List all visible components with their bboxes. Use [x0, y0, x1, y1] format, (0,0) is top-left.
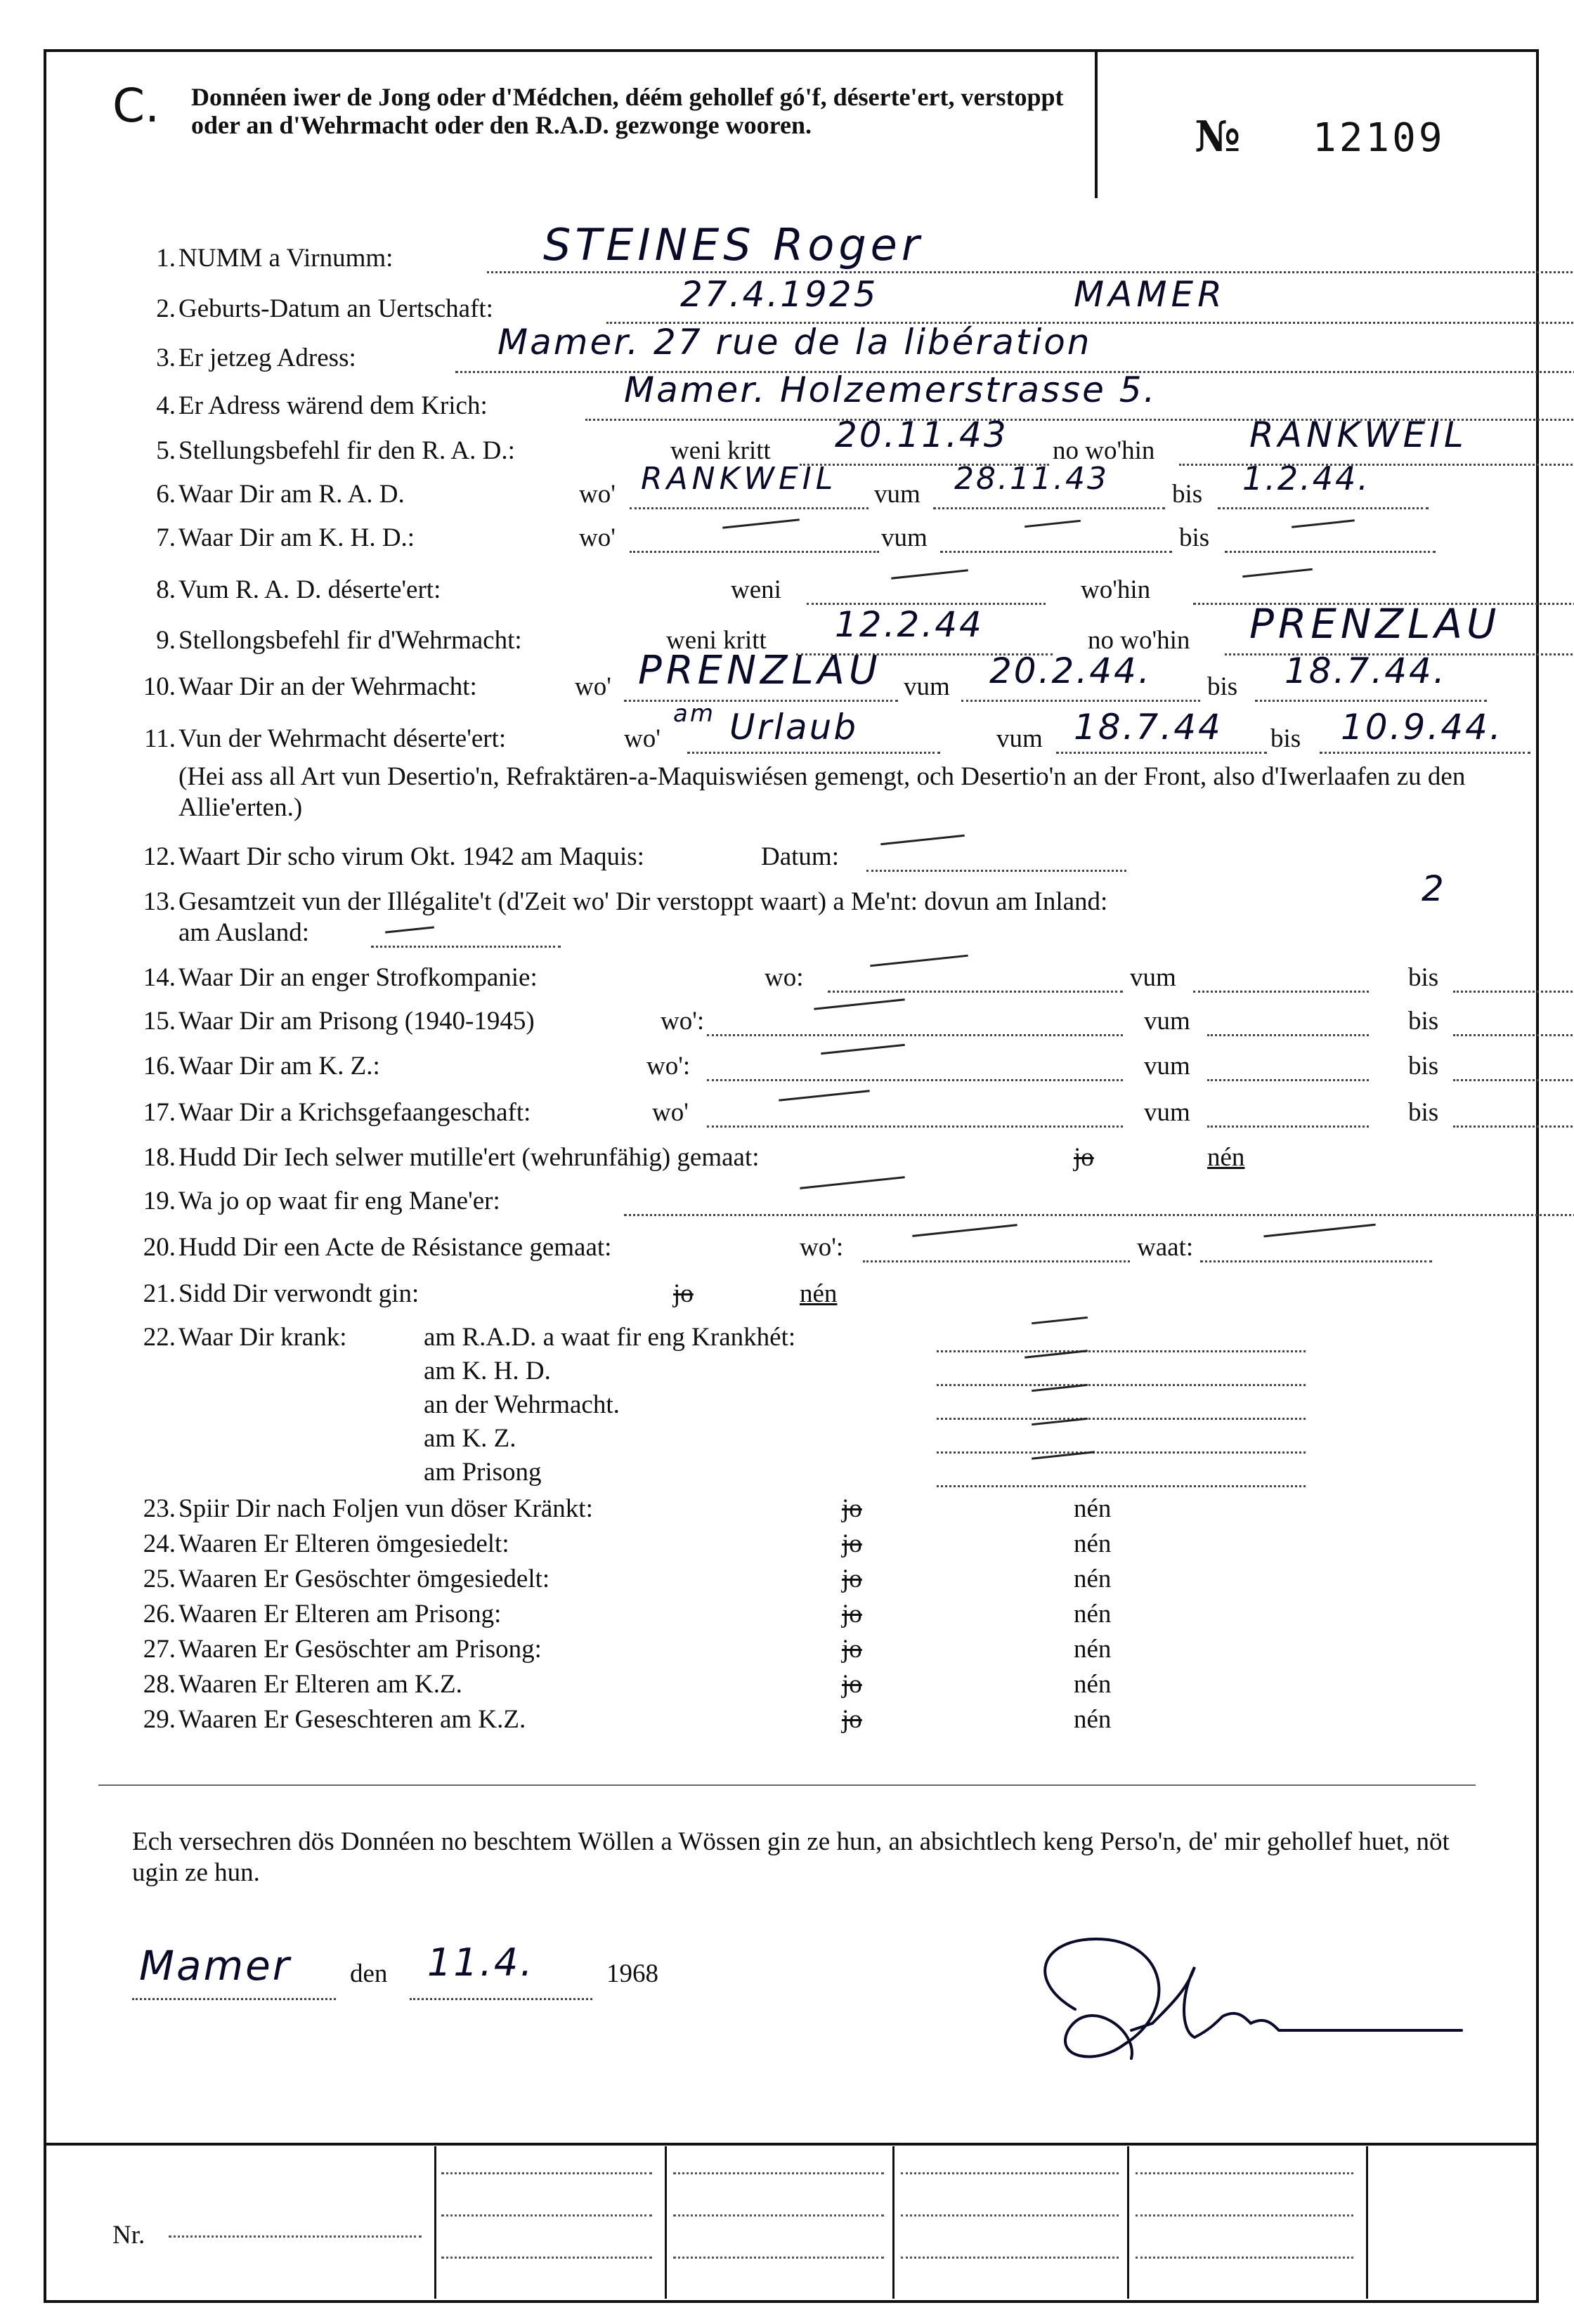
row-16 — [132, 1051, 1481, 1090]
row-number: 29. — [143, 1705, 176, 1734]
label-bis: bis — [1408, 1052, 1439, 1081]
signature-place: Mamer — [139, 1942, 292, 1990]
label-bis: bis — [1408, 1098, 1439, 1127]
desertion-place: Urlaub — [729, 707, 859, 748]
label-no-wohin: no wo'hin — [1088, 626, 1190, 655]
row-label: Wa jo op waat fir eng Mane'er: — [178, 1187, 500, 1215]
cell-fill-line — [901, 2171, 1119, 2174]
fill-line — [1200, 1238, 1432, 1262]
wehrmacht-from: 20.2.44. — [989, 651, 1152, 691]
label-den: den — [350, 1959, 388, 1988]
rad-from: 28.11.43 — [954, 461, 1109, 497]
row-20 — [132, 1232, 1481, 1272]
fill-line — [937, 1328, 1306, 1352]
wehrmacht-to: 18.7.44. — [1284, 651, 1447, 691]
signature-year: 1968 — [606, 1959, 658, 1988]
row-number: 1. — [156, 244, 176, 273]
row-number: 25. — [143, 1565, 176, 1593]
row-label: Waaren Er Elteren am Prisong: — [178, 1600, 502, 1628]
row-label: Waar Dir am Prisong (1940-1945) — [178, 1007, 535, 1036]
row-label: Vum R. A. D. déserte'ert: — [178, 575, 441, 604]
cell-fill-line — [673, 2255, 884, 2259]
row-26 — [132, 1599, 1481, 1638]
label-vum: vum — [1144, 1052, 1190, 1081]
answer-no: nén — [1074, 1670, 1112, 1699]
rad-order-place: RANKWEIL — [1249, 414, 1468, 455]
war-address-value: Mamer. Holzemerstrasse 5. — [624, 370, 1157, 410]
label-am-prisong: am Prisong — [424, 1458, 542, 1487]
label-vum: vum — [881, 523, 928, 552]
birth-date-value: 27.4.1925 — [680, 274, 878, 315]
answer-no: nén — [800, 1279, 838, 1308]
label-vum: vum — [1130, 963, 1176, 992]
row-label: Waar Dir krank: — [178, 1323, 347, 1352]
row-label: Hudd Dir een Acte de Résistance gemaat: — [178, 1233, 612, 1262]
cell-divider — [434, 2146, 436, 2299]
inland-value: 2 — [1422, 868, 1446, 909]
fill-line — [1453, 968, 1574, 993]
cell-fill-line — [441, 2213, 652, 2217]
row-label: Waar Dir a Krichsgefaangeschaft: — [178, 1098, 531, 1127]
row-label: Geburts-Datum an Uertschaft: — [178, 294, 493, 323]
row-label: Hudd Dir Iech selwer mutille'ert (wehrunfähig) gemaat: — [178, 1143, 760, 1172]
number-symbol: № — [1195, 112, 1241, 162]
row-18 — [132, 1142, 1481, 1182]
label-vum: vum — [1144, 1007, 1190, 1036]
row-25 — [132, 1564, 1481, 1603]
fill-line — [807, 580, 1046, 605]
row-note: (Hei ass all Art vun Desertio'n, Refraktären-a-Maquiswiésen gemengt, och Desertio'n an der Front, also d'Iwerlaafen zu den Allie'erten.) — [178, 762, 1466, 822]
row-label: Waaren Er Geseschteren am K.Z. — [178, 1705, 526, 1734]
row-label: Stellungsbefehl fir den R. A. D.: — [178, 436, 515, 465]
fill-line — [1193, 968, 1369, 993]
row-number: 22. — [143, 1323, 176, 1352]
fill-line — [937, 1395, 1306, 1420]
row-10 — [132, 648, 1481, 711]
row-number: 8. — [156, 575, 176, 604]
row-number: 6. — [156, 480, 176, 509]
row-label: Sidd Dir verwondt gin: — [178, 1279, 419, 1308]
label-wo: wo' — [579, 480, 616, 509]
row-number: 7. — [156, 523, 176, 552]
row-number: 9. — [156, 626, 176, 655]
cell-divider — [665, 2146, 667, 2299]
label-wo: wo': — [661, 1007, 705, 1036]
answer-yes: jo — [842, 1600, 862, 1628]
row-23 — [132, 1494, 1481, 1533]
row-number: 12. — [143, 842, 176, 871]
label-bis: bis — [1270, 724, 1301, 753]
label-am-kz: am K. Z. — [424, 1424, 516, 1453]
label-bis: bis — [1172, 480, 1203, 509]
form-number: 12109 — [1313, 115, 1445, 161]
section-letter: C. — [112, 79, 160, 133]
value-am: am — [673, 700, 715, 728]
signature-date: 11.4. — [427, 1940, 535, 1985]
row-number: 24. — [143, 1529, 176, 1558]
row-number: 26. — [143, 1600, 176, 1628]
label-an-der-wehrmacht: an der Wehrmacht. — [424, 1390, 620, 1419]
fill-line — [630, 528, 879, 553]
row-13 — [132, 868, 1481, 957]
row-6 — [132, 459, 1481, 518]
fill-line — [707, 1012, 1123, 1036]
desertion-to: 10.9.44. — [1341, 707, 1503, 748]
name-value: STEINES Roger — [543, 219, 924, 270]
label-wo: wo' — [579, 523, 616, 552]
label-wo: wo' — [652, 1098, 689, 1127]
cell-fill-line — [901, 2213, 1119, 2217]
cell-fill-line — [441, 2255, 652, 2259]
cell-divider — [892, 2146, 895, 2299]
label-bis: bis — [1207, 672, 1238, 701]
fill-line — [707, 1103, 1123, 1128]
answer-no: nén — [1074, 1565, 1112, 1593]
answer-no: nén — [1207, 1143, 1245, 1172]
fill-line — [1207, 1012, 1369, 1036]
row-19 — [132, 1186, 1481, 1225]
label-no-wohin: no wo'hin — [1053, 436, 1155, 465]
row-number: 4. — [156, 391, 176, 420]
row-number: 21. — [143, 1279, 176, 1308]
row-label: NUMM a Virnumm: — [178, 244, 393, 273]
signature-date-line — [132, 1940, 835, 2002]
fill-line — [863, 1238, 1130, 1262]
row-label: Er jetzeg Adress: — [178, 344, 356, 372]
row-15 — [132, 1006, 1481, 1045]
birth-place-value: MAMER — [1074, 274, 1226, 315]
answer-no: nén — [1074, 1529, 1112, 1558]
wehrmacht-order-date: 12.2.44 — [835, 604, 984, 645]
row-number: 2. — [156, 294, 176, 323]
fill-line — [937, 1463, 1306, 1487]
fill-line — [828, 968, 1123, 993]
label-wo: wo' — [575, 672, 611, 701]
wehrmacht-place: PRENZLAU — [638, 648, 882, 693]
answer-yes: jo — [842, 1565, 862, 1593]
cell-fill-line — [1136, 2171, 1353, 2174]
row-label: Waar Dir an enger Strofkompanie: — [178, 963, 538, 992]
label-weni-kritt: weni kritt — [666, 626, 767, 655]
label-bis: bis — [1179, 523, 1210, 552]
cell-fill-line — [673, 2213, 884, 2217]
fill-line — [1225, 528, 1436, 553]
row-label: Waart Dir scho virum Okt. 1942 am Maquis: — [178, 842, 644, 871]
fill-line — [1453, 1012, 1574, 1036]
label-vum: vum — [874, 480, 921, 509]
label-wo: wo': — [646, 1052, 691, 1081]
row-number: 14. — [143, 963, 176, 992]
label-am-rad: am R.A.D. a waat fir eng Krankhét: — [424, 1323, 796, 1352]
answer-no: nén — [1074, 1635, 1112, 1664]
row-number: 11. — [144, 724, 176, 753]
rad-to: 1.2.44. — [1242, 459, 1370, 497]
rad-order-date: 20.11.43 — [835, 414, 1008, 455]
answer-yes: jo — [842, 1670, 862, 1699]
section-intro: Donnéen iwer de Jong oder d'Médchen, déém gehollef gó'f, déserte'ert, verstoppt oder an d'Wehrmacht oder den R.A.D. gezwonge wooren. — [191, 83, 1064, 139]
row-11 — [132, 700, 1503, 829]
label-bis: bis — [1408, 963, 1439, 992]
label-datum: Datum: — [761, 842, 839, 871]
declaration-text: Ech versechren dös Donnéen no beschtem Wöllen a Wössen gin ze hun, an absichtlech keng Perso'n, de' mir gehollef huet, nöt ugin ze hun. — [132, 1827, 1450, 1887]
fill-line — [1453, 1057, 1574, 1081]
row-number: 17. — [143, 1098, 176, 1127]
cell-fill-line — [673, 2171, 884, 2174]
row-number: 3. — [156, 344, 176, 372]
label-bis: bis — [1408, 1007, 1439, 1036]
cell-fill-line — [441, 2171, 652, 2174]
fill-line — [371, 923, 561, 948]
answer-yes: jo — [842, 1635, 862, 1664]
row-label: Stellongsbefehl fir d'Wehrmacht: — [178, 626, 522, 655]
row-label: Waar Dir am R. A. D. — [178, 480, 405, 509]
label-wo: wo': — [800, 1233, 844, 1262]
row-number: 19. — [143, 1187, 176, 1215]
fill-line — [707, 1057, 1123, 1081]
label-wohin: wo'hin — [1081, 575, 1151, 604]
row-number: 18. — [143, 1143, 176, 1172]
row-label: Vun der Wehrmacht déserte'ert: — [178, 724, 507, 753]
answer-no: nén — [1074, 1600, 1112, 1628]
cell-fill-line — [169, 2234, 422, 2238]
row-21 — [132, 1279, 1481, 1318]
fill-line — [1207, 1103, 1369, 1128]
label-vum: vum — [996, 724, 1043, 753]
row-label: Waaren Er Elteren ömgesiedelt: — [178, 1529, 509, 1558]
row-22 — [132, 1322, 1481, 1491]
row-number: 28. — [143, 1670, 176, 1699]
row-28 — [132, 1669, 1481, 1709]
row-label: Gesamtzeit vun der Illégalite't (d'Zeit wo' Dir verstoppt waart) a Me'nt: dovun am Inland: — [178, 887, 1108, 916]
label-waat: waat: — [1137, 1233, 1194, 1262]
row-number: 15. — [143, 1007, 176, 1036]
desertion-from: 18.7.44 — [1074, 707, 1223, 748]
row-label: Er Adress wärend dem Krich: — [178, 391, 488, 420]
row-label: Waaren Er Gesöschter ömgesiedelt: — [178, 1565, 550, 1593]
rad-place: RANKWEIL — [641, 461, 838, 497]
footer-nr-label: Nr. — [112, 2221, 145, 2250]
cell-fill-line — [901, 2255, 1119, 2259]
label-vum: vum — [904, 672, 950, 701]
row-label: Waar Dir am K. H. D.: — [178, 523, 415, 552]
fill-line — [1207, 1057, 1369, 1081]
fill-line — [866, 847, 1126, 872]
fill-line — [132, 1976, 336, 2000]
row-7 — [132, 523, 1481, 562]
label-wo: wo: — [765, 963, 804, 992]
fill-line — [940, 528, 1172, 553]
current-address-value: Mamer. 27 rue de la libération — [497, 322, 1092, 363]
fill-line — [937, 1362, 1306, 1386]
row-number: 27. — [143, 1635, 176, 1664]
row-number: 23. — [143, 1494, 176, 1523]
row-27 — [132, 1634, 1481, 1673]
handwritten-signature — [1012, 1925, 1476, 2080]
cell-divider — [1366, 2146, 1368, 2299]
fill-line — [624, 1192, 1574, 1216]
answer-yes: jo — [673, 1279, 694, 1308]
answer-no: nén — [1074, 1494, 1112, 1523]
row-17 — [132, 1097, 1481, 1137]
cell-fill-line — [1136, 2255, 1353, 2259]
row-label: Waaren Er Gesöschter am Prisong: — [178, 1635, 542, 1664]
row-number: 5. — [156, 436, 176, 465]
answer-yes: jo — [842, 1494, 862, 1523]
row-12 — [132, 842, 1481, 881]
row-label: Waar Dir am K. Z.: — [178, 1052, 380, 1081]
row-label: Waaren Er Elteren am K.Z. — [178, 1670, 462, 1699]
label-weni: weni — [731, 575, 781, 604]
answer-no: nén — [1074, 1705, 1112, 1734]
fill-line — [937, 1429, 1306, 1454]
section-divider — [98, 1784, 1476, 1786]
fill-line — [1453, 1103, 1574, 1128]
row-29 — [132, 1704, 1481, 1744]
footer-rule — [44, 2143, 1536, 2146]
label-weni-kritt: weni kritt — [670, 436, 771, 465]
label-vum: vum — [1144, 1098, 1190, 1127]
label-ausland: am Ausland: — [178, 918, 310, 947]
label-am-khd: am K. H. D. — [424, 1357, 551, 1385]
wehrmacht-order-place: PRENZLAU — [1249, 600, 1501, 648]
cell-fill-line — [1136, 2213, 1353, 2217]
row-label: Spiir Dir nach Foljen vun döser Kränkt: — [178, 1494, 593, 1523]
answer-yes: jo — [842, 1705, 862, 1734]
answer-yes: jo — [1074, 1143, 1094, 1172]
row-number: 13. — [143, 887, 176, 916]
row-number: 20. — [143, 1233, 176, 1262]
row-24 — [132, 1529, 1481, 1568]
cell-divider — [1127, 2146, 1129, 2299]
label-wo: wo' — [624, 724, 661, 753]
row-label: Waar Dir an der Wehrmacht: — [178, 672, 477, 701]
row-number: 10. — [143, 672, 176, 701]
row-14 — [132, 962, 1481, 1002]
answer-yes: jo — [842, 1529, 862, 1558]
row-number: 16. — [143, 1052, 176, 1081]
